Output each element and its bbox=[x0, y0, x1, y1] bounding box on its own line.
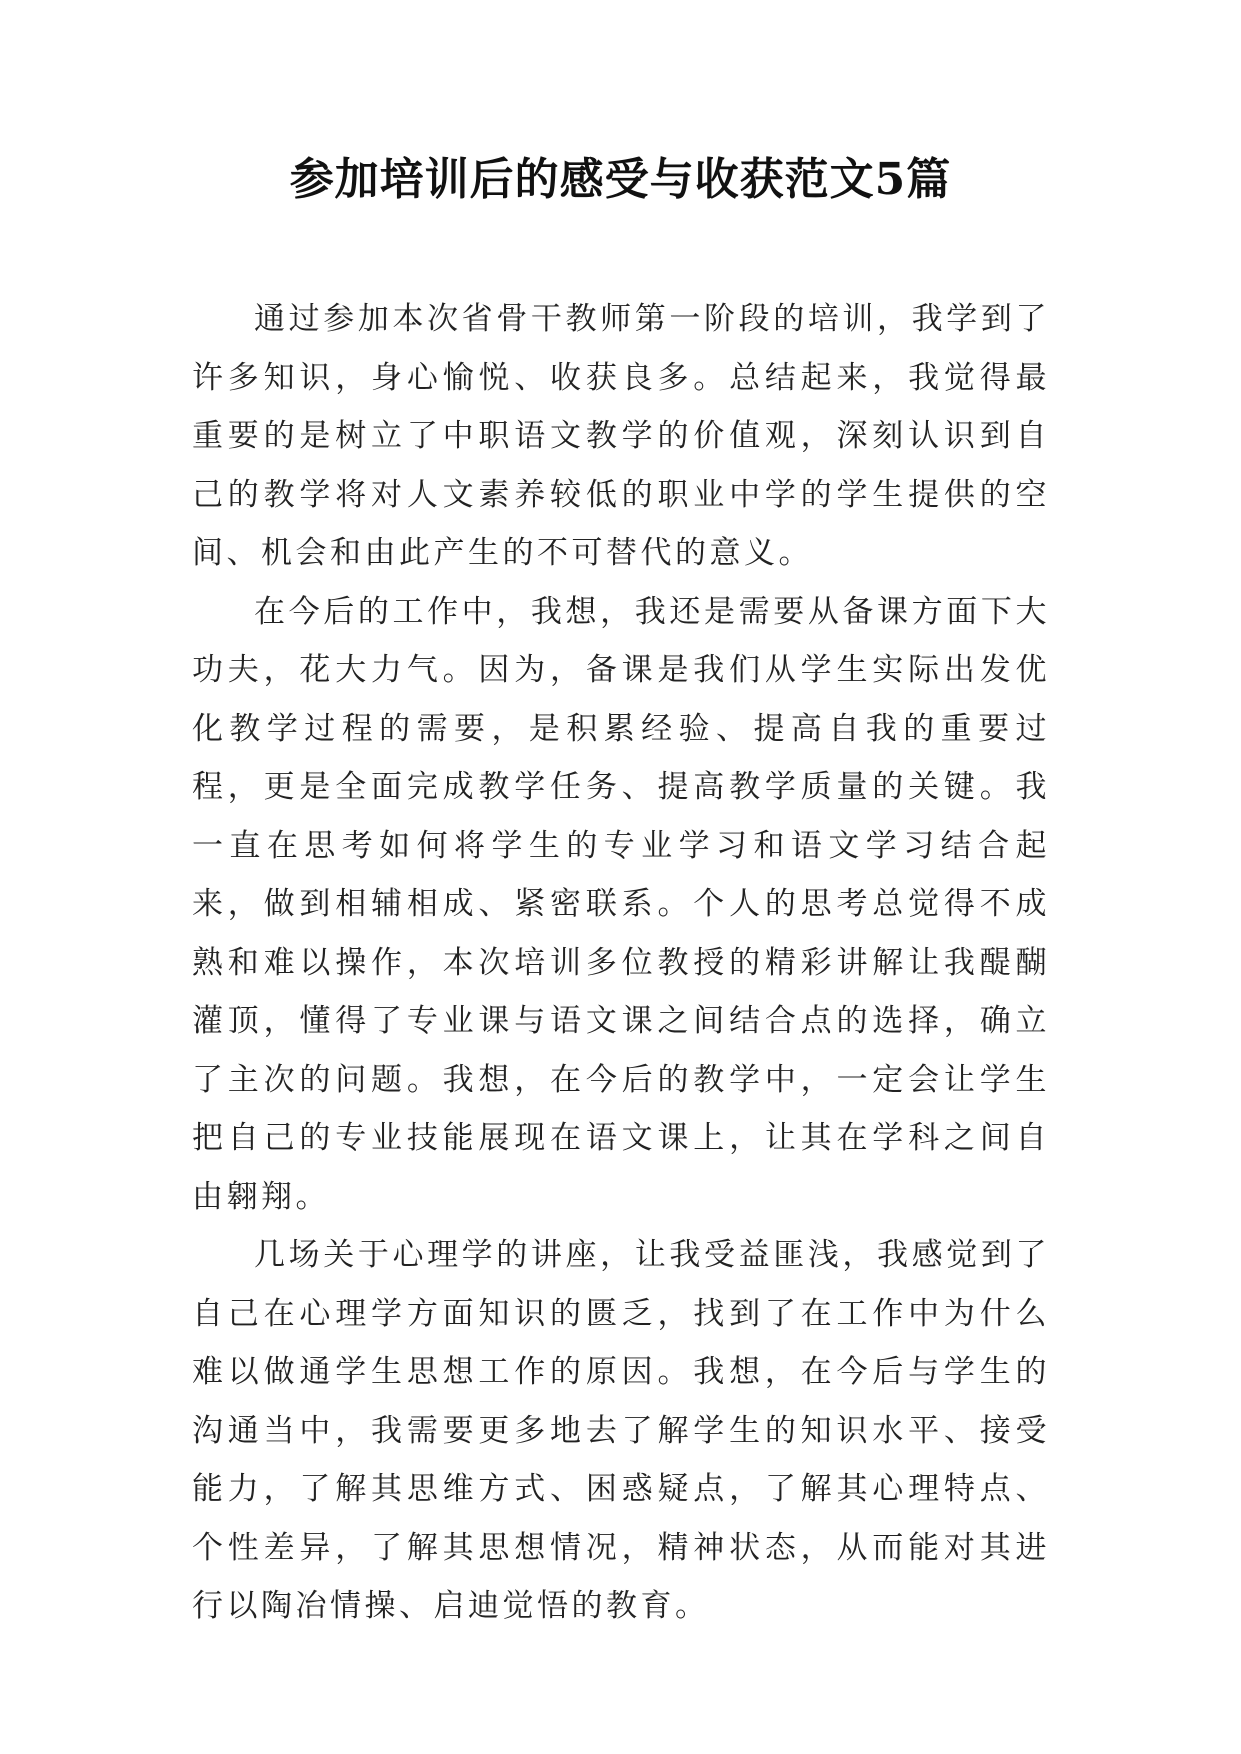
document-title: 参加培训后的感受与收获范文5篇 bbox=[289, 154, 952, 205]
paragraph-2: 在今后的工作中，我想，我还是需要从备课方面下大功夫，花大力气。因为，备课是我们从学生实际出发优化教学过程的需要，是积累经验、提高自我的重要过程，更是全面完成教学任务、提高教学质量的关键。我一直在思考如何将学生的专业学习和语文学习结合起来，做到相辅相成、紧密联系。个人的思考总觉得不成熟和难以操作，本次培训多位教授的精彩讲解让我醍醐灌顶，懂得了专业课与语文课之间结合点的选择，确立了主次的问题。我想，在今后的教学中，一定会让学生把自己的专业技能展现在语文课上，让其在学科之间自由翱翔。 bbox=[192, 593, 1050, 1215]
document-body bbox=[192, 290, 1050, 1636]
paragraph-1: 通过参加本次省骨干教师第一阶段的培训，我学到了许多知识，身心愉悦、收获良多。总结起来，我觉得最重要的是树立了中职语文教学的价值观，深刻认识到自己的教学将对人文素养较低的职业中学的学生提供的空间、机会和由此产生的不可替代的意义。 bbox=[192, 301, 1050, 571]
paragraph-3: 几场关于心理学的讲座，让我受益匪浅，我感觉到了自己在心理学方面知识的匮乏，找到了在工作中为什么难以做通学生思想工作的原因。我想，在今后与学生的沟通当中，我需要更多地去了解学生的知识水平、接受能力，了解其思维方式、困惑疑点，了解其心理特点、个性差异，了解其思想情况，精神状态，从而能对其进行以陶冶情操、启迪觉悟的教育。 bbox=[192, 1237, 1050, 1624]
